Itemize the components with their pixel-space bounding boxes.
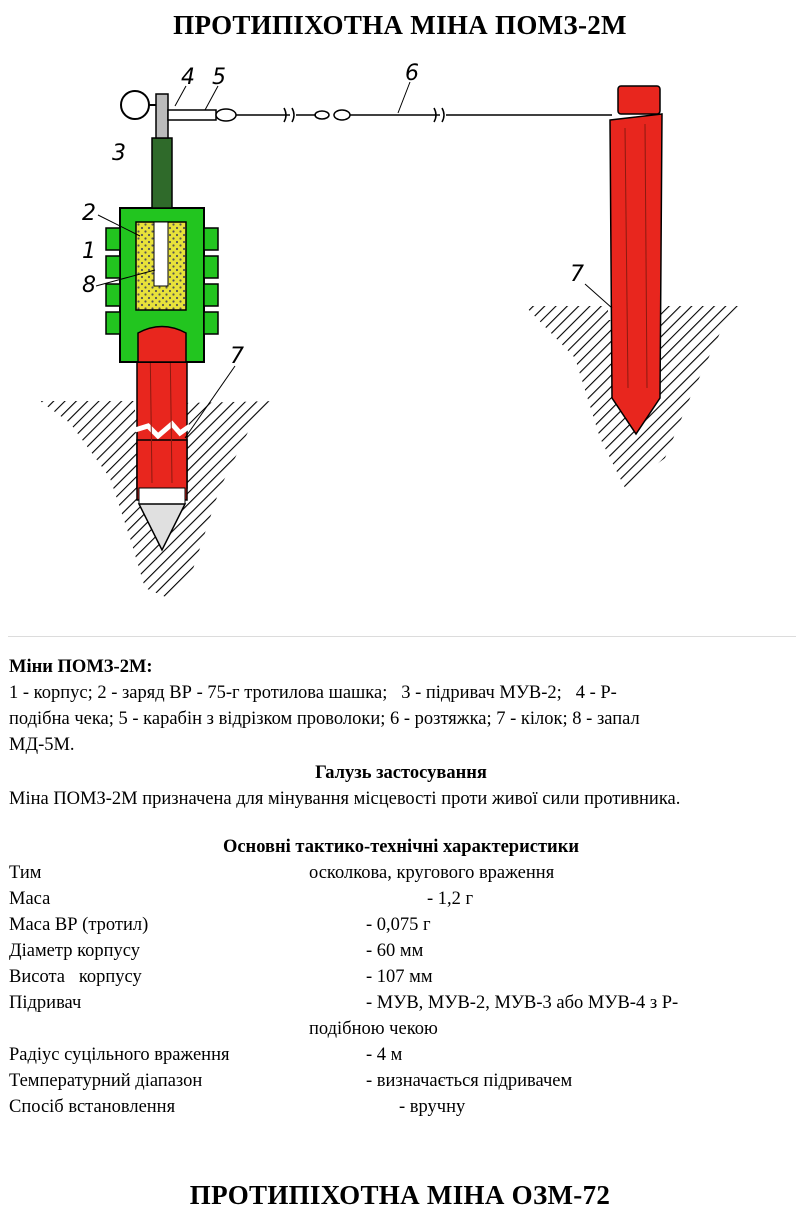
spec-value: - 1,2 г <box>427 889 474 909</box>
spec-key: Радіус суцільного враження <box>9 1045 230 1065</box>
spec-row <box>9 886 793 912</box>
spec-value: - 0,075 г <box>366 915 431 935</box>
label-3: 3 <box>112 141 126 166</box>
specs-block <box>9 834 793 1120</box>
label-8: 8 <box>82 273 96 298</box>
spec-row <box>9 1016 793 1042</box>
spec-key: Висота корпусу <box>9 967 142 987</box>
spec-key: Спосіб встановлення <box>9 1097 176 1117</box>
spec-key: Тим <box>9 863 42 883</box>
label-4: 4 <box>181 65 195 90</box>
page-title: ПРОТИПІХОТНА МІНА ПОМЗ-2М <box>173 10 627 40</box>
caption-line: МД-5М. <box>9 735 75 755</box>
mine-body <box>106 208 218 362</box>
label-6: 6 <box>405 61 419 86</box>
next-section-title: ПРОТИПІХОТНА МІНА ОЗМ-72 <box>189 1180 611 1210</box>
spec-row <box>9 1042 793 1068</box>
label-7-left: 7 <box>230 344 244 369</box>
spec-row <box>9 912 793 938</box>
spec-row <box>9 1068 793 1094</box>
application-block <box>9 760 793 812</box>
spec-key: Підривач <box>9 993 82 1013</box>
spec-value: - вручну <box>399 1097 466 1117</box>
fuse <box>121 91 236 208</box>
caption-line: 1 - корпус; 2 - заряд ВР - 75-г тротилова шашка; 3 - підривач МУВ-2; 4 - Р- <box>9 683 617 703</box>
spec-value: - 60 мм <box>366 941 424 961</box>
spec-key: Маса <box>9 889 51 909</box>
application-text: Міна ПОМЗ-2М призначена для мінування місцевості проти живої сили противника. <box>9 789 681 809</box>
spec-row <box>9 938 793 964</box>
stake-right <box>610 86 662 434</box>
spec-key: Температурний діапазон <box>9 1071 203 1091</box>
spec-row <box>9 964 793 990</box>
spec-value: - 4 м <box>366 1045 403 1065</box>
spec-row <box>9 1094 793 1120</box>
spec-key: Діаметр корпусу <box>9 941 140 961</box>
spec-row <box>9 990 793 1016</box>
specs-heading: Основні тактико-технічні характеристики <box>222 837 580 857</box>
caption-heading: Міни ПОМЗ-2М: <box>9 657 153 677</box>
section-divider <box>8 636 796 637</box>
spec-row <box>9 860 793 886</box>
spec-value: - 107 мм <box>366 967 433 987</box>
spec-value: осколкова, кругового враження <box>309 863 555 883</box>
label-1: 1 <box>82 239 96 264</box>
label-7-right: 7 <box>570 262 584 287</box>
caption-line: подібна чека; 5 - карабін з відрізком проволоки; 6 - розтяжка; 7 - кілок; 8 - запал <box>9 709 640 729</box>
spec-key: Маса ВР (тротил) <box>9 915 149 935</box>
label-2: 2 <box>82 201 96 226</box>
label-5: 5 <box>212 65 226 90</box>
mine-illustration <box>0 58 800 638</box>
spec-value: подібною чекою <box>309 1019 438 1039</box>
application-heading: Галузь застосування <box>315 763 487 783</box>
spec-value: - визначається підривачем <box>366 1071 573 1091</box>
spec-value: - МУВ, МУВ-2, МУВ-3 або МУВ-4 з Р- <box>366 993 679 1013</box>
caption-block <box>9 654 793 758</box>
tripwire <box>236 108 612 122</box>
